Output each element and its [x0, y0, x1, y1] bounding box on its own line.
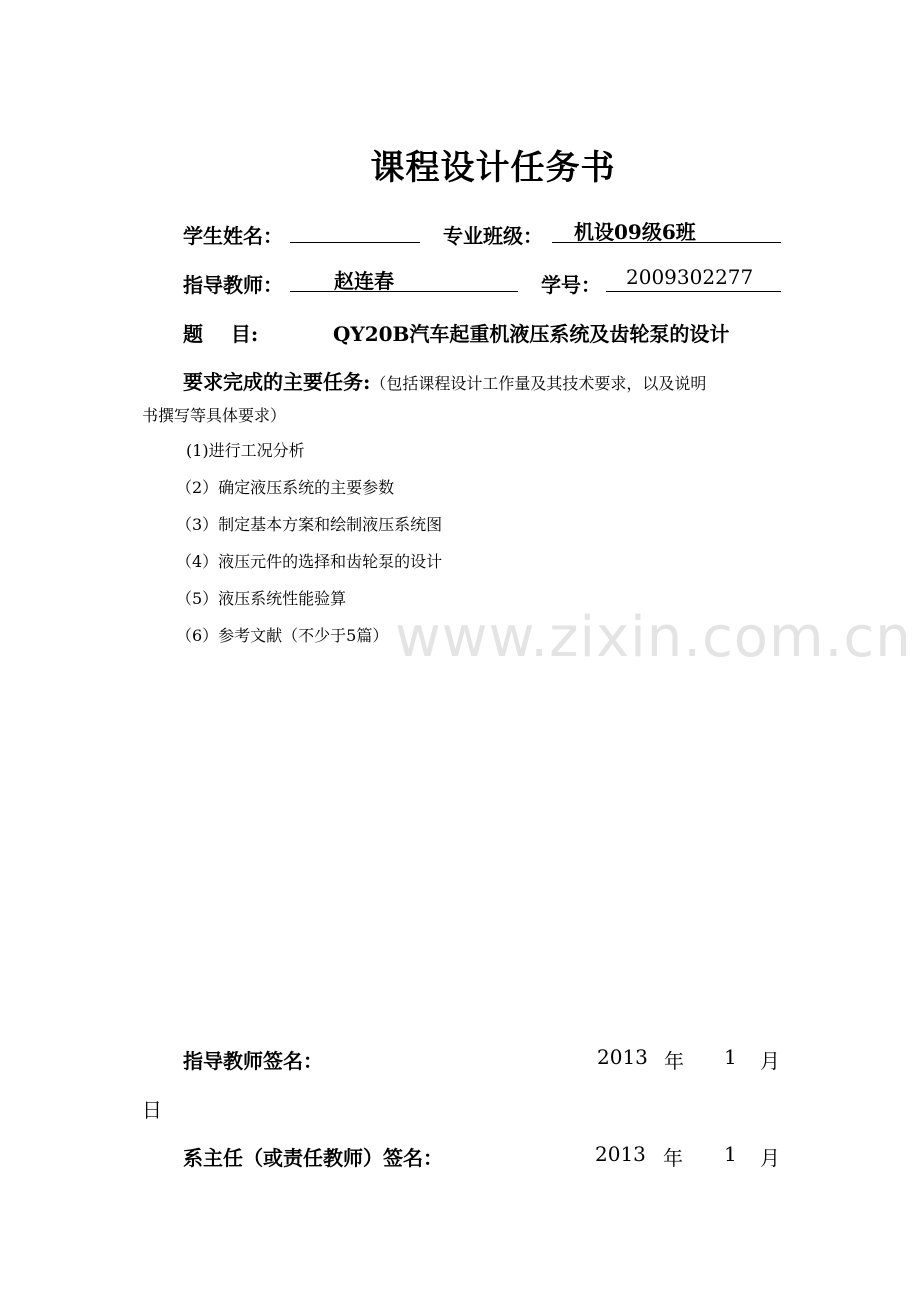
task-item: (1)进行工况分析 [186, 441, 305, 460]
task-item: （6）参考文献（不少于5篇） [176, 626, 389, 645]
tasks-note-line2: 书撰写等具体要求） [142, 406, 287, 425]
advisor-sign-year: 2013 [597, 1045, 648, 1069]
advisor-sign-label: 指导教师签名： [183, 1049, 323, 1073]
student-name-label: 学生姓名： [183, 224, 283, 248]
dept-sign-year-unit: 年 [663, 1146, 683, 1170]
advisor-sign-month-unit: 月 [760, 1049, 780, 1073]
class-field [552, 216, 781, 243]
student-id-label: 学号： [541, 273, 601, 297]
tasks-heading: 要求完成的主要任务: [183, 370, 371, 394]
page-title: 课程设计任务书 [370, 148, 616, 188]
dept-sign-month-unit: 月 [760, 1146, 780, 1170]
tasks-note-line1: （包括课程设计工作量及其技术要求，以及说明 [370, 374, 707, 393]
advisor-label: 指导教师： [183, 273, 283, 297]
class-label: 专业班级： [443, 224, 543, 248]
advisor-sign-year-unit: 年 [664, 1049, 684, 1073]
advisor-field [290, 265, 518, 292]
dept-sign-label: 系主任（或责任教师）签名： [183, 1146, 443, 1170]
dept-sign-month: 1 [724, 1142, 737, 1166]
task-item: （5）液压系统性能验算 [176, 589, 347, 608]
class-value: 机设09级6班 [574, 220, 696, 244]
dept-sign-year: 2013 [595, 1142, 646, 1166]
task-item: （2）确定液压系统的主要参数 [176, 478, 395, 497]
topic-value: QY20B汽车起重机液压系统及齿轮泵的设计 [333, 322, 730, 346]
watermark: www.zixin.com.cn [395, 605, 912, 670]
student-id-value: 2009302277 [626, 265, 754, 289]
student-name-field [290, 216, 420, 243]
task-item: （3）制定基本方案和绘制液压系统图 [176, 515, 443, 534]
advisor-value: 赵连春 [334, 269, 394, 293]
advisor-sign-month: 1 [724, 1045, 737, 1069]
student-id-field [606, 265, 781, 292]
task-item: （4）液压元件的选择和齿轮泵的设计 [176, 552, 443, 571]
topic-label: 题 目: [183, 322, 259, 346]
advisor-sign-day-unit: 日 [142, 1098, 162, 1122]
